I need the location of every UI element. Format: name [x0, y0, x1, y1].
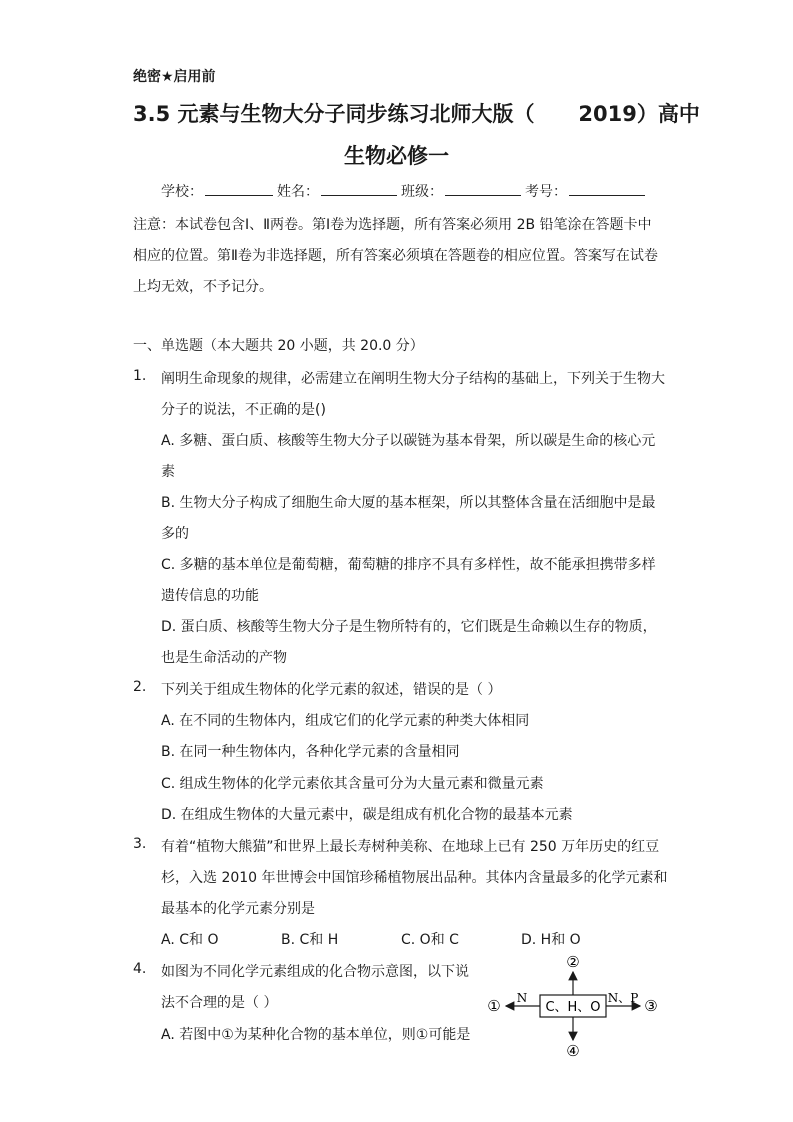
name-label: 姓名： [277, 184, 319, 200]
q1-option-c-line1: C. 多糖的基本单位是葡萄糖，葡萄糖的排序不具有多样性，故不能承担携带多样 [161, 557, 656, 573]
q2-number: 2. [133, 679, 147, 695]
q3-number: 3. [133, 836, 147, 852]
school-label: 学校： [161, 184, 203, 200]
compound-2-marker: ② [566, 953, 580, 971]
q3-options [161, 929, 641, 949]
page-title-line2: 生物必修一 [344, 144, 449, 168]
confidential-label: 绝密★启用前 [133, 69, 216, 85]
class-label: 班级： [401, 184, 443, 200]
compound-1-marker: ① [487, 997, 501, 1015]
q2-option-c: C. 组成生物体的化学元素依其含量可分为大量元素和微量元素 [161, 776, 544, 792]
school-blank [205, 181, 273, 196]
q4-stem-line2: 法不合理的是（ ） [161, 995, 278, 1011]
section-title: 一、单选题（本大题共 20 小题，共 20.0 分） [133, 338, 424, 354]
q3-option-d: D. H和 O [521, 932, 581, 948]
q2-option-a: A. 在不同的生物体内，组成它们的化学元素的种类大体相同 [161, 713, 530, 729]
q1-number: 1. [133, 368, 147, 384]
element-box-label: C、H、O [545, 1000, 601, 1015]
q3-stem-line1: 有着“植物大熊猫”和世界上最长寿树种美称、在地球上已有 250 万年历史的红豆 [161, 839, 660, 855]
q3-stem-line2: 杉，入选 2010 年世博会中国馆珍稀植物展出品种。其体内含量最多的化学元素和 [161, 870, 668, 886]
q2-option-d: D. 在组成生物体的大量元素中，碳是组成有机化合物的最基本元素 [161, 807, 573, 823]
q3-option-c: C. O和 C [401, 932, 459, 948]
q1-stem-line1: 阐明生命现象的规律，必需建立在阐明生物大分子结构的基础上，下列关于生物大 [161, 371, 665, 387]
q1-option-d-line1: D. 蛋白质、核酸等生物大分子是生物所特有的，它们既是生命赖以生存的物质， [161, 619, 657, 635]
q1-option-c-line2: 遗传信息的功能 [161, 588, 259, 604]
q4-option-a: A. 若图中①为某种化合物的基本单位，则①可能是 [161, 1027, 471, 1043]
q1-option-a-line1: A. 多糖、蛋白质、核酸等生物大分子以碳链为基本骨架，所以碳是生命的核心元 [161, 433, 656, 449]
q1-option-b-line2: 多的 [161, 526, 189, 542]
compound-3-marker: ③ [644, 997, 658, 1015]
exam-notice: 注意：本试卷包含Ⅰ、Ⅱ两卷。第Ⅰ卷为选择题，所有答案必须用 2B 铅笔涂在答题卡中相应的位置。第Ⅱ卷为非选择题，所有答案必须填在答题卷的相应位置。答案写在试卷上均无效，不予记分。 [133, 217, 658, 295]
exam-number-blank [569, 181, 645, 196]
q3-option-a: A. C和 O [161, 932, 219, 948]
name-blank [321, 181, 397, 196]
q1-stem-line2: 分子的说法，不正确的是() [161, 402, 326, 418]
q3-stem-line3: 最基本的化学元素分别是 [161, 901, 315, 917]
page-title-line1: 3.5 元素与生物大分子同步练习北师大版（ 2019）高中 [133, 102, 700, 126]
q1-option-a-line2: 素 [161, 464, 175, 480]
student-info-row [161, 181, 649, 201]
q1-option-b-line1: B. 生物大分子构成了细胞生命大厦的基本框架，所以其整体含量在活细胞中是最 [161, 495, 656, 511]
q4-number: 4. [133, 961, 147, 977]
right-arrow-label: N、P [607, 991, 639, 1005]
q2-stem: 下列关于组成生物体的化学元素的叙述，错误的是（ ） [161, 682, 502, 698]
left-arrow-label: N [516, 991, 528, 1005]
q4-stem-line1: 如图为不同化学元素组成的化合物示意图，以下说 [161, 964, 469, 980]
compound-4-marker: ④ [566, 1042, 580, 1060]
q2-option-b: B. 在同一种生物体内，各种化学元素的含量相同 [161, 744, 460, 760]
q1-option-d-line2: 也是生命活动的产物 [161, 650, 287, 666]
q3-option-b: B. C和 H [281, 932, 339, 948]
compound-diagram [480, 950, 670, 1060]
class-blank [445, 181, 521, 196]
exam-number-label: 考号： [525, 184, 567, 200]
